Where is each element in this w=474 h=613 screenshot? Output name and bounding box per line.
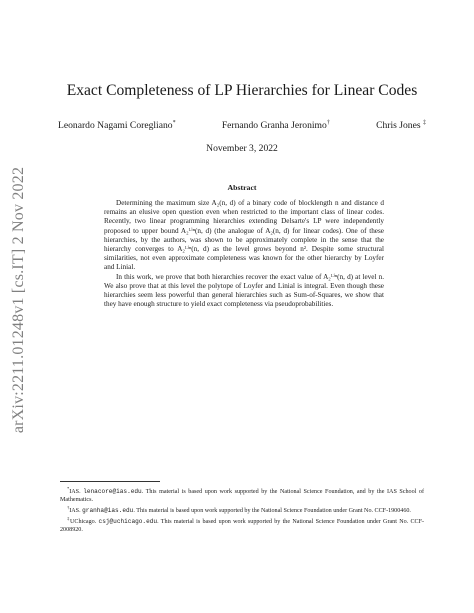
footnote-text: . This material is based upon work supported by the National Science Foundation under Grant No. CCF-1900460. bbox=[133, 508, 411, 515]
abstract-paragraph-2: In this work, we prove that both hierarchies recover the exact value of A₂ᴸⁱⁿ(n, d) at level n. We also prove that at this level the polytope of Loyfer and Linial is integral. Even though these hierarchies seem less powerful than general hierarchies such as Sum-of-Squares, we show that they have enough structure to yield exact completeness via pseudoprobabilities. bbox=[104, 272, 384, 309]
footnote-org: IAS. bbox=[69, 508, 81, 515]
paper-date: November 3, 2022 bbox=[206, 143, 278, 154]
abstract-paragraph-1: Determining the maximum size A₂(n, d) of a binary code of blocklength n and distance d remains an elusive open question even when restricted to the important class of linear codes. Recently, two linear programming hierarchies extending Delsarte's LP were independently proposed to upper bound A₂ᴸⁱⁿ(n, d) (the analogue of A₂(n, d) for linear codes). One of these hierarchies, by the authors, was shown to be approximately complete in the sense that the hierarchy converges to A₂ᴸⁱⁿ(n, d) as the level grows beyond n². Despite some structural similarities, not even approximate completeness was known for the other hierarchy by Loyfer and Linial. bbox=[104, 199, 384, 272]
abstract-body bbox=[104, 199, 384, 309]
footnote-2 bbox=[60, 504, 424, 515]
footnote-mark: * bbox=[67, 486, 70, 491]
author-list bbox=[58, 120, 426, 131]
author-mark: ‡ bbox=[423, 120, 426, 126]
footnote-mark: ‡ bbox=[67, 516, 71, 522]
author-1 bbox=[58, 120, 176, 131]
author-name: Chris Jones bbox=[376, 120, 421, 132]
footnote-1 bbox=[60, 485, 424, 504]
footnote-mark: † bbox=[67, 505, 70, 511]
footnote-3 bbox=[60, 515, 424, 534]
author-3 bbox=[376, 120, 426, 131]
author-mark: * bbox=[172, 120, 176, 126]
footnote-text: . This material is based upon work supported by the National Science Foundation under Grant No. CCF-2008920. bbox=[60, 519, 425, 534]
footnote-text: . This material is based upon work supported by the National Science Foundation, and by the IAS School of Mathematics. bbox=[60, 489, 424, 504]
footnote-rule bbox=[60, 481, 160, 482]
arxiv-stamp-text: arXiv:2211.01248v1 [cs.IT] 2 Nov 2022 bbox=[10, 166, 28, 434]
footnote-org: UChicago. bbox=[70, 519, 97, 526]
author-name: Fernando Granha Jeronimo bbox=[221, 120, 327, 132]
footnotes bbox=[60, 485, 424, 535]
footnote-org: IAS. bbox=[69, 489, 81, 496]
footnote-email-link[interactable]: granha@ias.edu bbox=[82, 507, 134, 515]
author-2 bbox=[222, 120, 330, 131]
author-mark: † bbox=[326, 120, 330, 126]
paper-title: Exact Completeness of LP Hierarchies for Linear Codes bbox=[66, 82, 418, 99]
footnote-email-link[interactable]: lenacore@ias.edu bbox=[83, 488, 142, 496]
abstract-heading: Abstract bbox=[227, 183, 257, 192]
arxiv-stamp bbox=[8, 155, 30, 445]
author-name: Leonardo Nagami Coregliano bbox=[58, 120, 173, 132]
footnote-email-link[interactable]: csj@uchicago.edu bbox=[98, 518, 158, 526]
